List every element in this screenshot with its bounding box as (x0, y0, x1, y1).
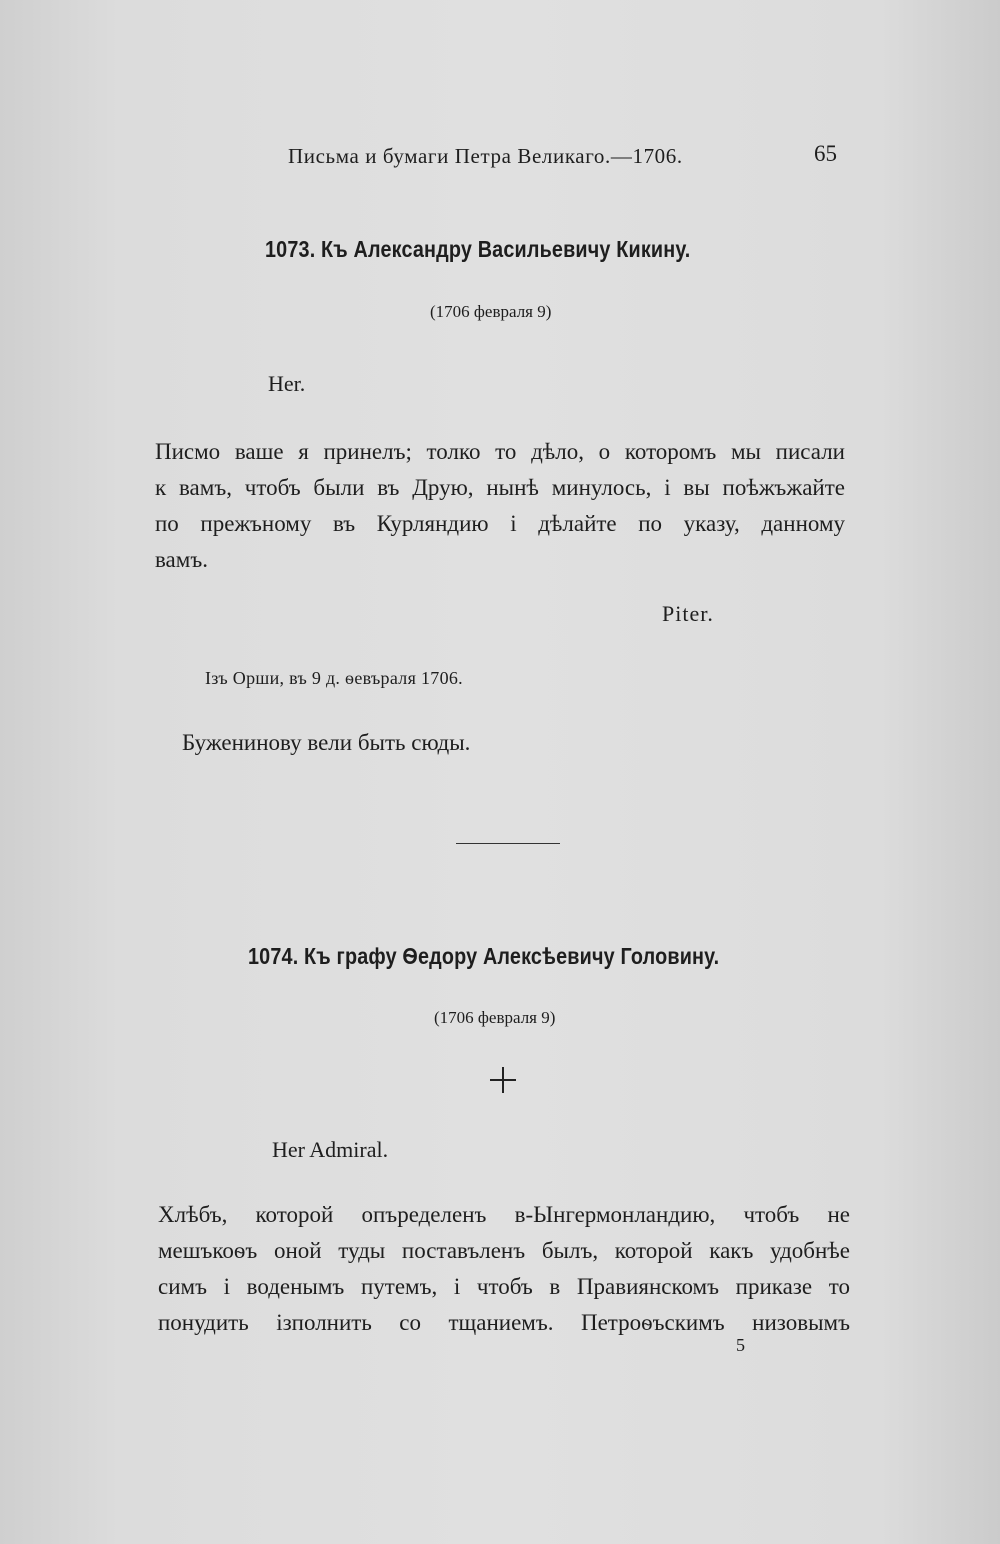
cross-icon (488, 1065, 518, 1095)
letter-1074-heading: 1074. Къ графу Ѳедору Алексѣевичу Головину. (248, 943, 720, 969)
section-divider (456, 843, 560, 844)
letter-1074-body (158, 1197, 850, 1341)
body-line: вамъ. (155, 547, 208, 572)
body-line: мешъкоѳъ оной туды поставъленъ былъ, которой какъ удобнѣе (158, 1238, 850, 1263)
letter-1073-postscript: Буженинову вели быть сюды. (182, 730, 471, 755)
body-line: понудить ізполнить со тщаниемъ. Петроѳъскимъ низовымъ (158, 1310, 850, 1335)
body-line: симъ і воденымъ путемъ, і чтобъ в Правиянскомъ приказе то (158, 1274, 850, 1299)
signature-mark: 5 (736, 1335, 745, 1355)
letter-1073-date: (1706 февраля 9) (430, 302, 552, 321)
body-line: Хлѣбъ, которой опъределенъ в-Ынгермонландию, чтобъ не (158, 1202, 850, 1227)
body-line: по прежъному въ Курляндию і дѣлайте по указу, данному (155, 511, 845, 536)
letter-1073-salutation: Her. (268, 371, 306, 396)
letter-1073-body (155, 434, 845, 578)
letter-1074-date: (1706 февраля 9) (434, 1008, 556, 1027)
letter-1074-salutation: Her Admiral. (272, 1137, 389, 1162)
page-number: 65 (814, 141, 837, 166)
running-title: Письма и бумаги Петра Великаго.—1706. (288, 144, 683, 168)
body-line: к вамъ, чтобъ были въ Друю, нынѣ минулось, і вы поѣжъжайте (155, 475, 845, 500)
letter-1073-heading: 1073. Къ Александру Васильевичу Кикину. (265, 236, 691, 262)
letter-1073-signature: Piter. (662, 601, 714, 626)
letter-1073-place-date: Ізъ Орши, въ 9 д. ѳевъраля 1706. (205, 668, 463, 688)
body-line: Писмо ваше я принелъ; толко то дѣло, о которомъ мы писали (155, 439, 845, 464)
